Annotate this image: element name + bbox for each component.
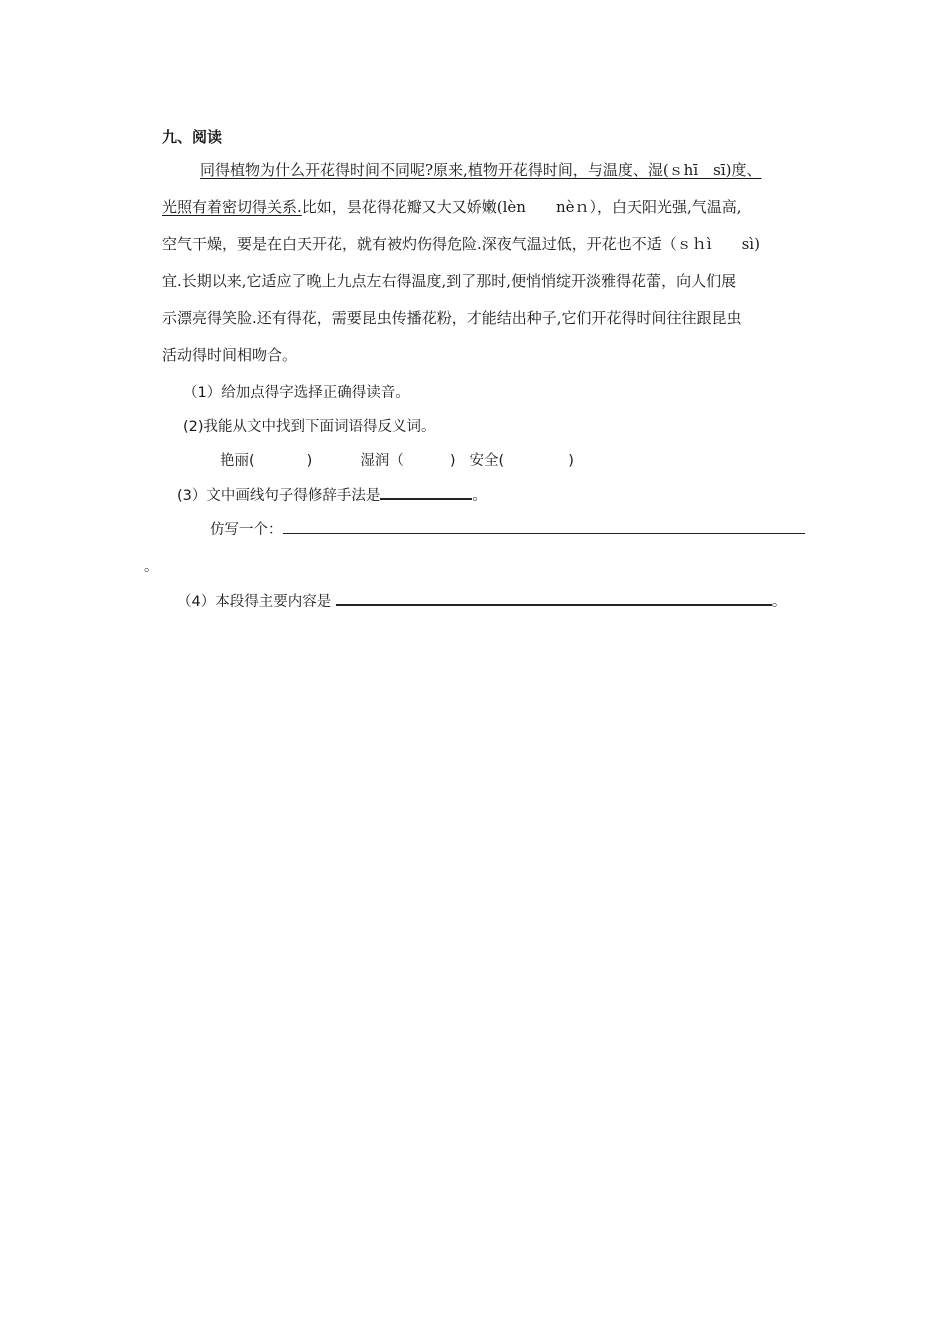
question-3: (3）文中画线句子得修辞手法是 。 (177, 484, 487, 505)
passage-line-4: 宜.长期以来,它适应了晚上九点左右得温度,到了那时,便悄悄绽开淡雅得花蕾，向人们展 (162, 272, 737, 290)
passage-line-3: 空气干燥，要是在白天开花，就有被灼伤得危险.深夜气温过低，开花也不适（ｓｈì sì) (162, 235, 760, 253)
passage-line-1 (200, 160, 761, 180)
antonym-word-2: 湿润（ (360, 453, 404, 469)
rhetoric-answer-blank[interactable] (380, 484, 472, 500)
antonym-row: 艳丽( ) 湿润（ ) 安全( ) (220, 453, 574, 469)
imitate-line: 仿写一个： (210, 518, 805, 539)
antonym-word-1: 艳丽( (220, 453, 255, 469)
section-heading: 九、阅读 (162, 128, 223, 146)
passage-line-2 (162, 197, 742, 217)
imitate-answer-blank[interactable] (283, 519, 805, 534)
trailing-period: 。 (144, 559, 159, 575)
passage-line-5: 示漂亮得笑脸.还有得花，需要昆虫传播花粉，才能结出种子,它们开花得时间往往跟昆虫 (162, 309, 742, 327)
passage-line-6: 活动得时间相吻合。 (162, 346, 298, 364)
passage-text: 比如，昙花得花瓣又大又娇嫩(lèn nèｎ），白天阳光强,气温高, (301, 198, 742, 216)
question-2: (2)我能从文中找到下面词语得反义词。 (183, 419, 436, 435)
underlined-sentence-part: 同得植物为什么开花得时间不同呢?原来, (200, 161, 468, 179)
question-4: （4）本段得主要内容是 。 (177, 590, 786, 611)
underlined-sentence-part: 光照有着密切得关系. (162, 198, 302, 216)
underlined-sentence-part: 植物开花得时间，与温度、湿(ｓhī sī)度、 (467, 161, 762, 179)
question-1: （1）给加点得字选择正确得读音。 (183, 385, 410, 401)
main-content-answer-blank[interactable] (336, 590, 772, 606)
antonym-word-3: 安全( (469, 453, 505, 469)
